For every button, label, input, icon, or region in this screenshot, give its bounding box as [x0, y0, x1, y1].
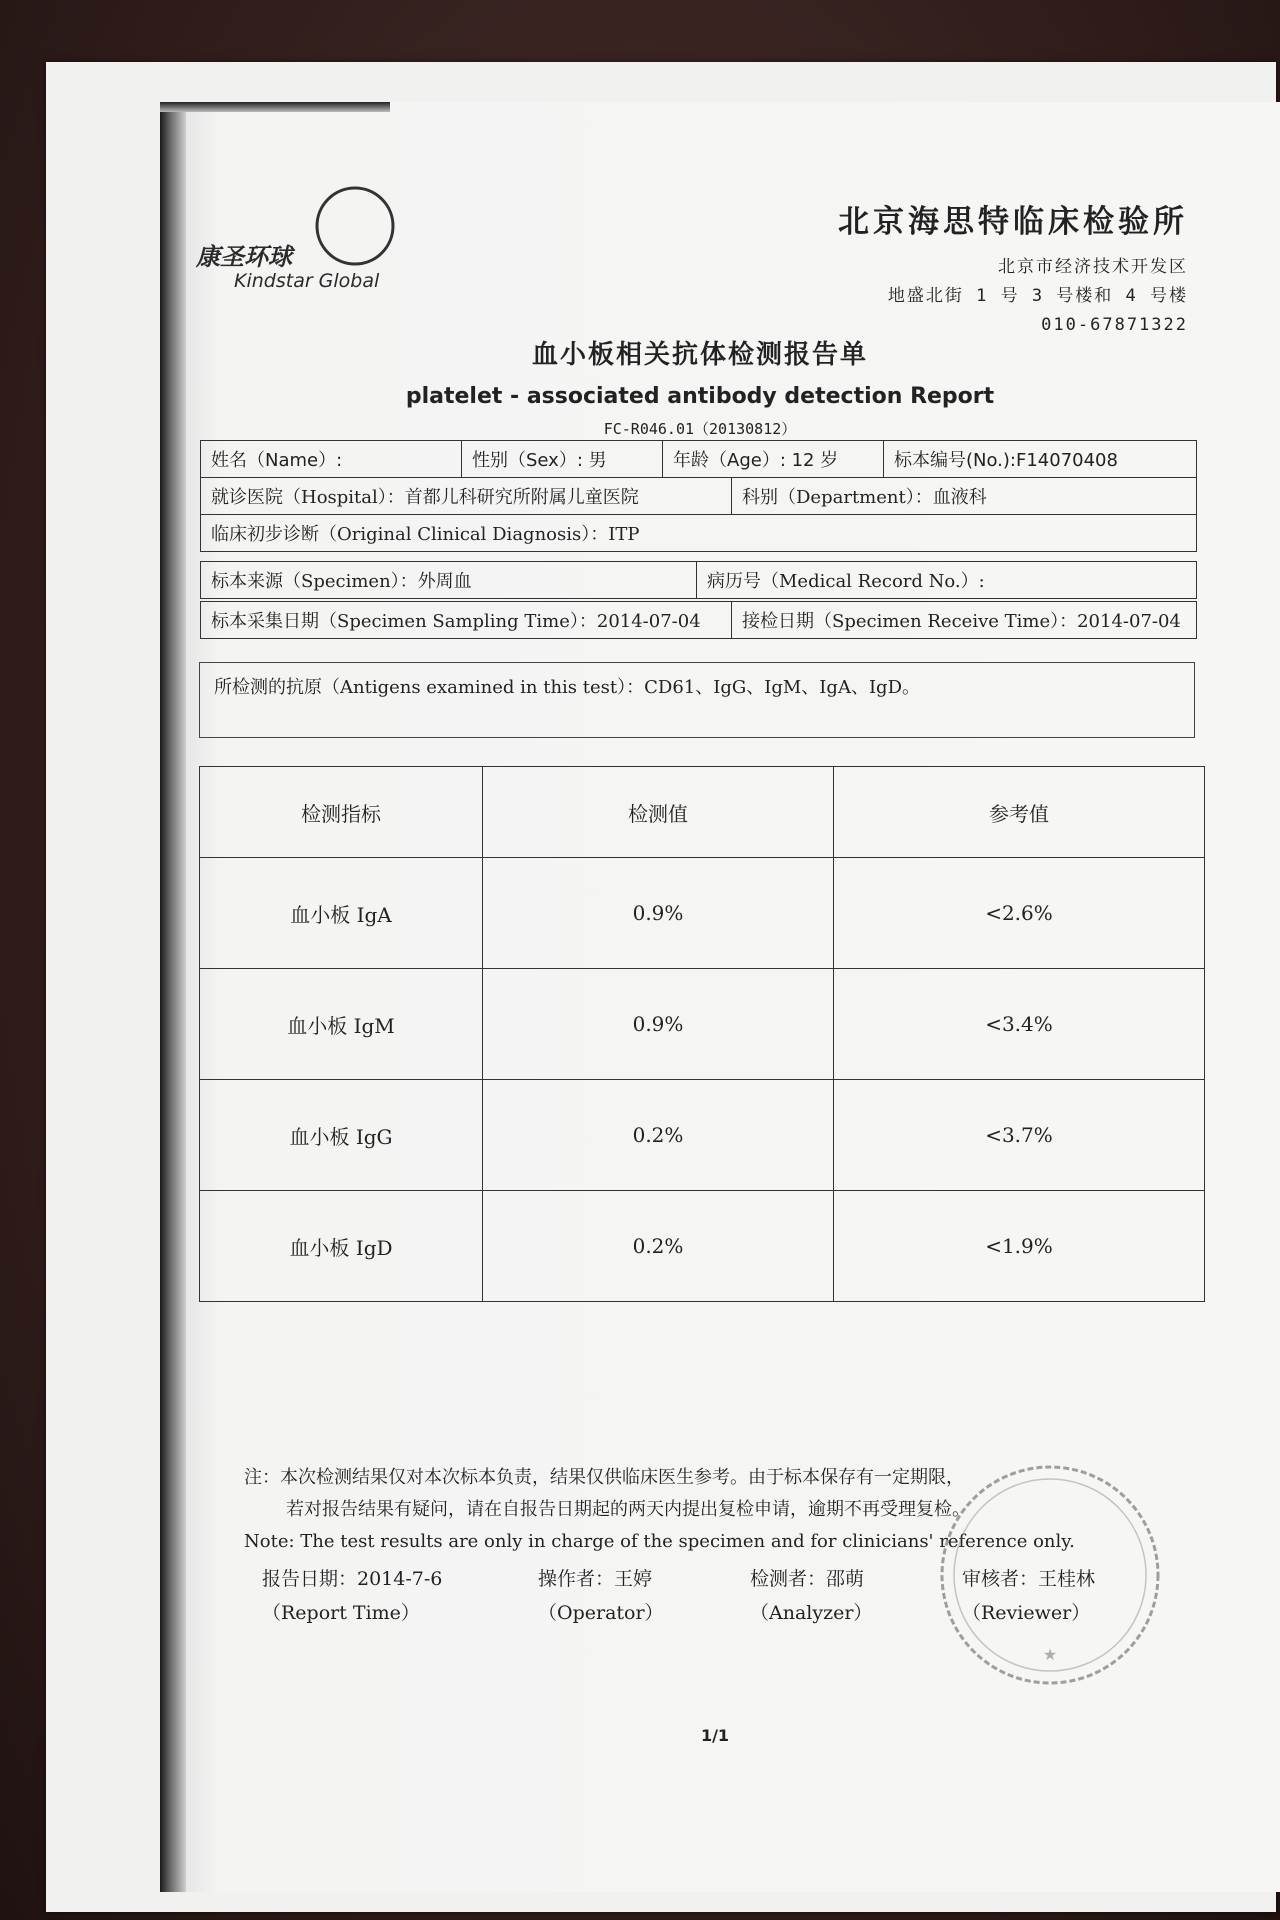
fold-shadow-top: [160, 102, 390, 112]
receive-time: 接检日期（Specimen Receive Time）：2014-07-04: [732, 602, 1197, 639]
medical-record: 病历号（Medical Record No.）:: [697, 562, 1197, 599]
report-date-en: （Report Time）: [262, 1602, 420, 1624]
specimen-source: 标本来源（Specimen）：外周血: [201, 562, 697, 599]
result-item: 血小板 IgM: [200, 969, 483, 1080]
page-number: 1/1: [700, 1726, 730, 1745]
result-value: 0.2%: [483, 1191, 834, 1302]
report-title-cn: 血小板相关抗体检测报告单: [531, 340, 868, 370]
analyzer-en: （Analyzer）: [750, 1602, 873, 1624]
institution-header: [668, 196, 1188, 340]
institution-address-2: 地盛北街 1 号 3 号楼和 4 号楼: [887, 286, 1188, 306]
header-item: 检测指标: [200, 767, 483, 858]
logo-name-cn: 康圣环球: [196, 243, 292, 271]
patient-age: 年龄（Age）: 12 岁: [663, 441, 884, 478]
header-reference: 参考值: [834, 767, 1205, 858]
result-reference: <3.4%: [834, 969, 1205, 1080]
antigens-box: 所检测的抗原（Antigens examined in this test）：CD61、IgG、IgM、IgA、IgD。: [199, 662, 1195, 738]
official-seal-stamp: [930, 1455, 1170, 1695]
patient-sex: 性别（Sex）: 男: [462, 441, 663, 478]
svg-text:★: ★: [1042, 1645, 1058, 1664]
result-value: 0.9%: [483, 969, 834, 1080]
department: 科别（Department）：血液科: [732, 478, 1197, 515]
patient-info-table-4: [200, 601, 1197, 639]
result-reference: <2.6%: [834, 858, 1205, 969]
table-row: [200, 858, 1205, 969]
table-row: [200, 1080, 1205, 1191]
result-value: 0.2%: [483, 1080, 834, 1191]
note-line-3: Note: The test results are only in charge of the specimen and for clinicians' reference only.: [244, 1531, 1075, 1552]
reviewer-en: （Reviewer）: [962, 1602, 1091, 1624]
result-reference: <3.7%: [834, 1080, 1205, 1191]
result-reference: <1.9%: [834, 1191, 1205, 1302]
logo-name-en: Kindstar Global: [234, 270, 380, 292]
table-row: [200, 1191, 1205, 1302]
note-line-2: 若对报告结果有疑问，请在自报告日期起的两天内提出复检申请，逾期不再受理复检。: [286, 1499, 970, 1520]
patient-name: 姓名（Name）:: [201, 441, 462, 478]
operator: 操作者：王婷: [538, 1568, 653, 1590]
reviewer: 审核者：王桂林: [962, 1568, 1096, 1590]
result-item: 血小板 IgD: [200, 1191, 483, 1302]
result-value: 0.9%: [483, 858, 834, 969]
report-date: 报告日期：2014-7-6: [262, 1568, 443, 1590]
operator-block: [538, 1562, 664, 1630]
globe-logo-icon: [314, 185, 396, 267]
patient-info-table-3: [200, 561, 1197, 599]
patient-info-table: [200, 440, 1197, 478]
sampling-time: 标本采集日期（Specimen Sampling Time）：2014-07-04: [201, 602, 732, 639]
analyzer-block: [750, 1562, 872, 1630]
table-row: [200, 969, 1205, 1080]
clinical-diagnosis: 临床初步诊断（Original Clinical Diagnosis）：ITP: [201, 515, 1197, 552]
header-value: 检测值: [483, 767, 834, 858]
operator-en: （Operator）: [538, 1602, 664, 1624]
specimen-number: 标本编号(No.):F14070408: [884, 441, 1197, 478]
report-date-block: [262, 1562, 442, 1630]
result-item: 血小板 IgG: [200, 1080, 483, 1191]
institution-address-1: 北京市经济技术开发区: [998, 257, 1188, 277]
form-code: FC-R046.01（20130812）: [603, 420, 797, 438]
note-line-1: 注：本次检测结果仅对本次标本负责，结果仅供临床医生参考。由于标本保存有一定期限，: [244, 1467, 964, 1488]
result-item: 血小板 IgA: [200, 858, 483, 969]
institution-phone: 010-67871322: [1041, 315, 1188, 335]
institution-name: 北京海思特临床检验所: [838, 204, 1188, 240]
hospital: 就诊医院（Hospital）：首都儿科研究所附属儿童医院: [201, 478, 732, 515]
report-title-en: platelet - associated antibody detection Report: [405, 384, 995, 409]
analyzer: 检测者：邵萌: [750, 1568, 865, 1590]
results-table: [199, 766, 1205, 1302]
company-logo: [196, 185, 406, 295]
patient-info-table-2: [200, 477, 1197, 552]
